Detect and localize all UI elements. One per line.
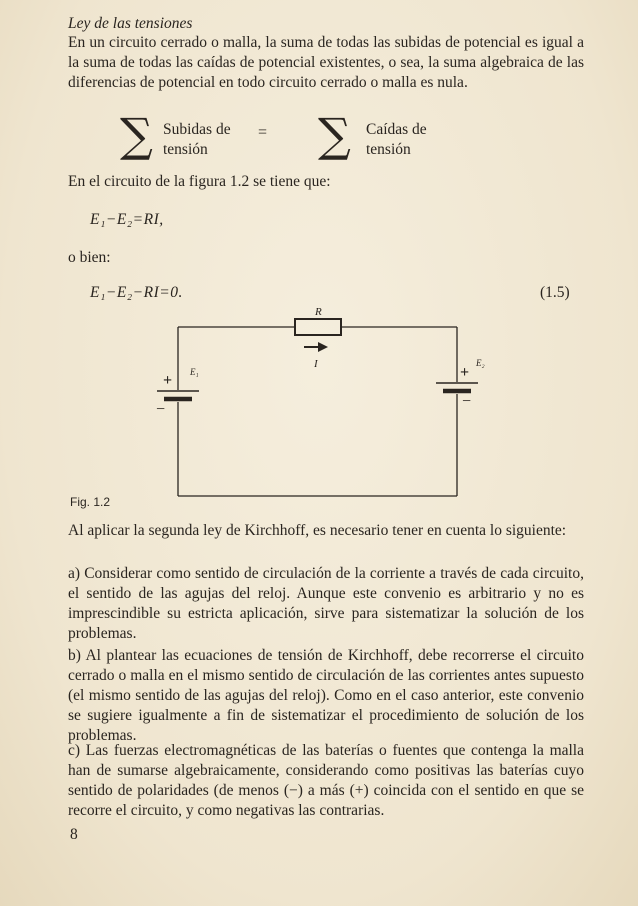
- e2-minus-sign: −: [462, 393, 472, 410]
- current-arrow-icon: [304, 342, 328, 352]
- left-sum-line2: tensión: [163, 141, 208, 158]
- sum-equals-sign: =: [258, 124, 268, 141]
- equation-number: (1.5): [540, 284, 570, 301]
- right-sum-line2: tensión: [366, 141, 411, 158]
- e1-minus-sign: −: [156, 401, 166, 418]
- resistor-symbol: [295, 319, 341, 335]
- current-label: I: [314, 358, 318, 370]
- left-sum-line1: Subidas de: [163, 121, 231, 138]
- e1-plus-sign: +: [163, 372, 173, 389]
- resistor-label: R: [315, 306, 322, 318]
- intro-line: En el circuito de la figura 1.2 se tiene que:: [68, 173, 331, 190]
- battery-e1-symbol: [157, 391, 199, 399]
- right-sigma-symbol: ∑: [318, 108, 351, 162]
- section-title: Ley de las tensiones: [68, 15, 193, 32]
- rules-intro-paragraph: Al aplicar la segunda ley de Kirchhoff, es necesario tener en cuenta lo siguiente:: [68, 522, 567, 539]
- e2-plus-sign: +: [460, 364, 470, 381]
- equation-2: E₁−E₂−RI=0.: [90, 284, 183, 301]
- rule-b-paragraph: b) Al plantear las ecuaciones de tensión de Kirchhoff, debe recorrerse el circuito cerrado o malla en el mismo sentido de circulación de las corrientes antes supuesto (el mismo sentido de las agujas del reloj). Como en el caso anterior, este convenio se sugiere igualmente a fin de sistematizar el procedimiento de solución de los problemas.: [68, 647, 584, 744]
- page-number: 8: [70, 826, 78, 843]
- rule-a-paragraph: a) Considerar como sentido de circulación de la corriente a través de cada circuito, el sentido de las agujas del reloj. Aunque este convenio es arbitrario y no es imprescindible su estricta aplicación, sirve para sistematizar la solución de los problemas.: [68, 565, 584, 642]
- source-e1-label: E₁: [190, 367, 199, 377]
- equation-1: E₁−E₂=RI,: [90, 211, 164, 228]
- right-sum-line1: Caídas de: [366, 121, 427, 138]
- figure-caption: Fig. 1.2: [70, 495, 111, 509]
- or-text: o bien:: [68, 249, 111, 266]
- rule-c-paragraph: c) Las fuerzas electromagnéticas de las baterías o fuentes que contenga la malla han de sumarse algebraicamente, considerando como positivas las baterías cuyo sentido de polaridades (de menos (−) a más (+) coincida con el sentido en que se recorre el circuito, y como negativas las contrarias.: [68, 742, 584, 819]
- left-sigma-symbol: ∑: [120, 108, 153, 162]
- battery-e2-symbol: [436, 383, 478, 391]
- law-definition-paragraph: En un circuito cerrado o malla, la suma de todas las subidas de potencial es igual a la suma de todas las caídas de potencial existentes, o sea, la suma algebraica de las diferencias de potencial en todo circuito cerrado o malla es nula.: [68, 34, 584, 91]
- source-e2-label: E₂: [476, 358, 485, 368]
